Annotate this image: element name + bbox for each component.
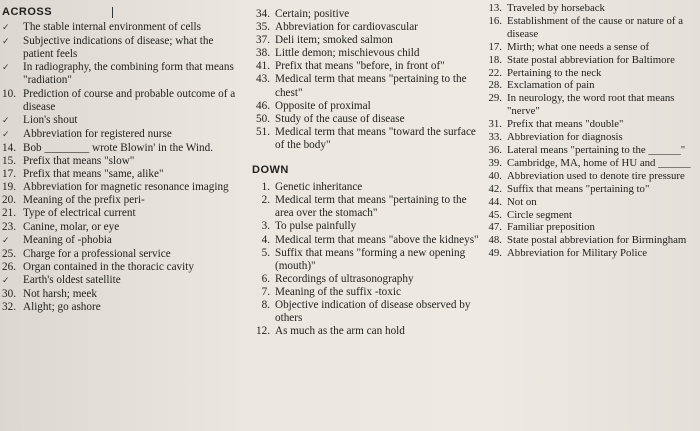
clue-number: 22. xyxy=(488,66,502,79)
clue-item xyxy=(486,196,698,209)
clue-number: 45. xyxy=(488,208,502,221)
clue-number xyxy=(2,234,23,248)
clue-item xyxy=(2,194,242,207)
clue-number: 35. xyxy=(256,21,270,34)
clue-text: Abbreviation for cardiovascular xyxy=(275,21,418,34)
clue-text: Prefix that means "double" xyxy=(507,118,624,131)
clue-number: 6. xyxy=(261,272,270,285)
clue-item xyxy=(2,234,242,248)
clue-number: 51. xyxy=(256,125,270,138)
clue-number: 16. xyxy=(488,14,502,27)
clue-item xyxy=(486,131,698,144)
clue-item xyxy=(486,41,698,54)
clue-text: Traveled by horseback xyxy=(507,2,605,14)
clue-text: Alight; go ashore xyxy=(23,301,101,314)
clue-number: 48. xyxy=(488,234,502,247)
clue-text: The stable internal environment of cells xyxy=(23,21,202,34)
clue-text: Exclamation of pain xyxy=(507,79,595,92)
clue-text: Earth's oldest satellite xyxy=(23,273,121,286)
clue-number: 30. xyxy=(2,287,16,300)
clue-text: In neurology, the word root that means "nerve" xyxy=(507,92,675,118)
clue-item xyxy=(2,88,242,114)
clue-text: Not harsh; meek xyxy=(23,287,97,300)
clue-item xyxy=(2,142,242,155)
clue-number xyxy=(2,61,23,87)
clue-number: 2. xyxy=(261,194,270,207)
clue-number: 3. xyxy=(261,220,270,233)
across-heading: ACROSS xyxy=(2,6,242,19)
clue-text: Prefix that means "slow" xyxy=(23,155,135,168)
clue-number: 50. xyxy=(256,112,270,125)
clue-number: 29. xyxy=(488,92,502,105)
clue-text: Abbreviation used to denote tire pressure xyxy=(507,169,685,182)
clue-number: 47. xyxy=(488,221,502,234)
clue-text: Abbreviation for magnetic resonance imaging xyxy=(23,181,229,194)
clue-number: 41. xyxy=(256,60,270,73)
clue-item xyxy=(2,168,242,181)
clue-number: 21. xyxy=(2,207,16,220)
clue-number: 25. xyxy=(2,247,16,260)
clue-number xyxy=(2,35,23,61)
clue-text: Meaning of -phobia xyxy=(23,233,112,246)
clue-text: Genetic inheritance xyxy=(275,181,363,194)
clue-number xyxy=(2,21,23,35)
clue-item xyxy=(252,220,480,233)
clue-item xyxy=(252,21,480,34)
clue-number: 8. xyxy=(261,298,270,311)
clue-number: 37. xyxy=(256,34,270,47)
clue-item xyxy=(252,234,480,247)
clue-number: 12. xyxy=(256,325,270,338)
clue-number: 7. xyxy=(261,285,270,298)
check-mark-icon: ✓ xyxy=(2,63,10,74)
clue-item xyxy=(2,61,242,87)
clue-text: Recordings of ultrasonography xyxy=(275,272,414,285)
clue-number: 43. xyxy=(256,73,270,86)
clue-item xyxy=(2,261,242,274)
clue-number: 15. xyxy=(2,155,16,168)
check-mark-icon: ✓ xyxy=(2,275,10,286)
clue-item xyxy=(2,21,242,35)
clue-number xyxy=(2,274,23,288)
clue-text: Opposite of proximal xyxy=(275,99,371,112)
clue-item xyxy=(2,114,242,128)
clue-number: 38. xyxy=(256,47,270,60)
clue-text: Lateral means "pertaining to the ______" xyxy=(507,143,686,156)
clue-number: 26. xyxy=(2,260,16,273)
clue-number: 5. xyxy=(261,246,270,259)
clue-text: Not on xyxy=(507,195,537,208)
clue-text: Pertaining to the neck xyxy=(507,66,602,79)
clue-number: 34. xyxy=(256,8,270,20)
across-clue-list xyxy=(2,21,242,314)
clue-item xyxy=(252,181,480,194)
clue-text: Mirth; what one needs a sense of xyxy=(507,40,650,53)
clue-item xyxy=(486,2,698,15)
clue-number: 14. xyxy=(2,141,16,154)
across-clue-list-continued xyxy=(252,8,480,152)
clue-text: Medical term that means "above the kidneys" xyxy=(275,233,479,246)
clue-number: 39. xyxy=(488,156,502,169)
clue-text: Prefix that means "before, in front of" xyxy=(275,60,445,73)
clue-item xyxy=(2,35,242,61)
clue-text: Study of the cause of disease xyxy=(275,112,405,125)
clue-text: Suffix that means "forming a new opening (mouth)" xyxy=(275,246,466,272)
clue-text: Cambridge, MA, home of HU and ______ xyxy=(507,156,691,169)
clue-text: Objective indication of disease observed by others xyxy=(275,298,471,325)
clue-item xyxy=(252,299,480,325)
right-column xyxy=(486,2,698,260)
clue-text: Suffix that means "pertaining to" xyxy=(507,182,650,195)
text-cursor xyxy=(112,7,113,18)
clue-text: Abbreviation for diagnosis xyxy=(507,131,623,144)
clue-number: 44. xyxy=(488,195,502,208)
clue-item xyxy=(486,79,698,92)
clue-item xyxy=(252,73,480,99)
clue-item xyxy=(486,15,698,41)
clue-item xyxy=(2,288,242,301)
clue-number: 36. xyxy=(488,143,502,156)
clue-item xyxy=(486,92,698,118)
clue-number: 13. xyxy=(488,2,502,14)
clue-text: Prefix that means "same, alike" xyxy=(23,168,164,181)
clue-item xyxy=(486,118,698,131)
clue-item xyxy=(252,113,480,126)
clue-number: 33. xyxy=(488,131,502,144)
clue-text: Medical term that means "pertaining to the chest" xyxy=(275,73,467,99)
down-clue-list-continued xyxy=(486,2,698,260)
clue-item xyxy=(252,273,480,286)
clue-text: Medical term that means "pertaining to the area over the stomach" xyxy=(275,194,467,220)
clue-item xyxy=(2,248,242,261)
clue-number: 42. xyxy=(488,182,502,195)
clue-text: Establishment of the cause or nature of a disease xyxy=(507,14,683,40)
check-mark-icon: ✓ xyxy=(2,23,10,34)
clue-item xyxy=(486,144,698,157)
clue-item xyxy=(486,170,698,183)
clue-text: Organ contained in the thoracic cavity xyxy=(23,260,194,273)
clue-item xyxy=(2,274,242,288)
clue-text: Abbreviation for registered nurse xyxy=(23,127,172,140)
clue-number: 19. xyxy=(2,181,16,194)
clue-item xyxy=(252,100,480,113)
clue-text: As much as the arm can hold xyxy=(275,325,405,338)
clue-item xyxy=(2,301,242,314)
clue-item xyxy=(486,67,698,80)
clue-number: 28. xyxy=(488,79,502,92)
clue-item xyxy=(252,34,480,47)
clue-text: Little demon; mischievous child xyxy=(275,47,420,60)
middle-column xyxy=(252,8,480,338)
clue-item xyxy=(252,8,480,21)
clue-item xyxy=(252,286,480,299)
clue-item xyxy=(486,183,698,196)
clue-item xyxy=(252,60,480,73)
clue-text: Lion's shout xyxy=(23,113,78,126)
clue-number: 10. xyxy=(2,87,16,100)
clue-item xyxy=(486,221,698,234)
clue-item xyxy=(252,47,480,60)
clue-text: Charge for a professional service xyxy=(23,247,171,260)
across-column xyxy=(2,6,242,314)
clue-number xyxy=(2,114,23,128)
clue-item xyxy=(252,194,480,220)
clue-text: Familiar preposition xyxy=(507,221,595,234)
clue-item xyxy=(2,207,242,220)
check-mark-icon: ✓ xyxy=(2,129,10,140)
clue-text: Prediction of course and probable outcome of a disease xyxy=(23,87,236,113)
clue-text: State postal abbreviation for Baltimore xyxy=(507,53,675,66)
clue-item xyxy=(252,247,480,273)
clue-number: 49. xyxy=(488,247,502,260)
clue-number: 31. xyxy=(488,118,502,131)
down-heading: DOWN xyxy=(252,164,289,177)
clue-item xyxy=(2,221,242,234)
clue-number: 17. xyxy=(488,40,502,53)
clue-item xyxy=(252,126,480,152)
clue-text: To pulse painfully xyxy=(275,220,357,233)
clue-text: Abbreviation for Military Police xyxy=(507,247,648,260)
clue-text: Medical term that means "toward the surface of the body" xyxy=(275,125,476,151)
clue-number: 18. xyxy=(488,53,502,66)
clue-text: Meaning of the prefix peri- xyxy=(23,194,145,207)
clue-item xyxy=(486,209,698,222)
clue-item xyxy=(486,234,698,247)
clue-text: Bob ________ wrote Blowin' in the Wind. xyxy=(23,141,213,154)
clue-item xyxy=(2,128,242,142)
clue-text: Certain; positive xyxy=(275,8,350,20)
clue-number: 17. xyxy=(2,168,16,181)
clue-text: Subjective indications of disease; what the patient feels xyxy=(23,35,214,61)
clue-number: 1. xyxy=(261,181,270,194)
clue-item xyxy=(252,325,480,338)
clue-text: Type of electrical current xyxy=(23,207,136,220)
clue-item xyxy=(486,54,698,67)
clue-text: State postal abbreviation for Birmingham xyxy=(507,234,687,247)
clue-item xyxy=(2,181,242,194)
clue-text: Meaning of the suffix -toxic xyxy=(275,285,401,298)
clue-number: 32. xyxy=(2,301,16,314)
clue-text: Circle segment xyxy=(507,208,573,221)
clue-item xyxy=(486,247,698,260)
clue-item xyxy=(486,157,698,170)
clue-number: 46. xyxy=(256,99,270,112)
clue-number: 40. xyxy=(488,169,502,182)
down-clue-list xyxy=(252,181,480,338)
check-mark-icon: ✓ xyxy=(2,37,10,48)
clue-text: Canine, molar, or eye xyxy=(23,220,120,233)
clue-number xyxy=(2,128,23,142)
check-mark-icon: ✓ xyxy=(2,115,10,126)
clue-number: 4. xyxy=(261,233,270,246)
clue-text: Deli item; smoked salmon xyxy=(275,34,393,47)
clue-text: In radiography, the combining form that means "radiation" xyxy=(23,61,234,87)
clue-item xyxy=(2,155,242,168)
clue-number: 20. xyxy=(2,194,16,207)
clue-number: 23. xyxy=(2,220,16,233)
check-mark-icon: ✓ xyxy=(2,235,10,246)
